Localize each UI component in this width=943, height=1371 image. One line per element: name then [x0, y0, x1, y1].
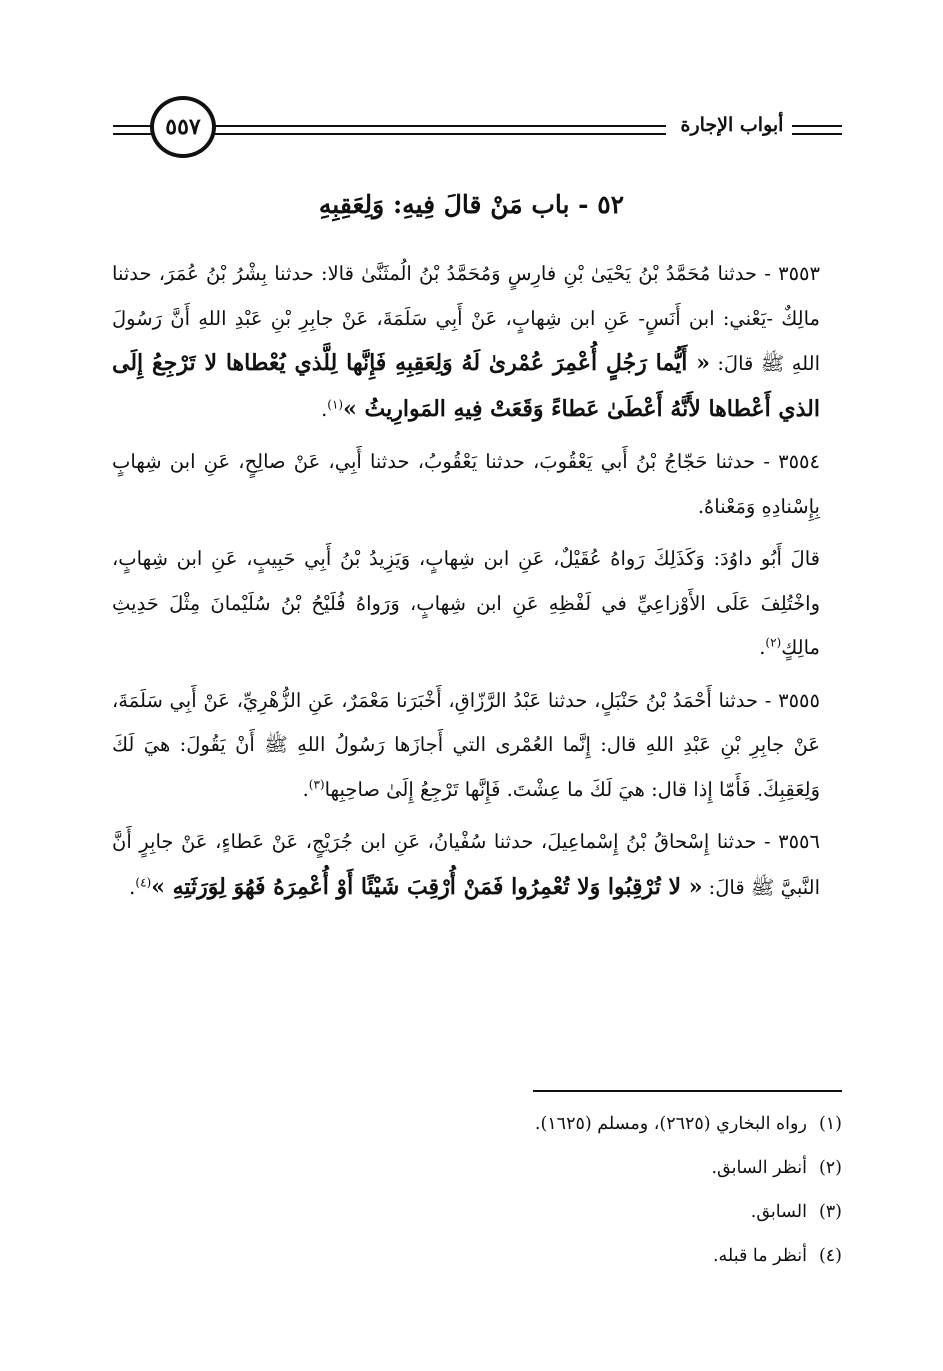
- hadith-text: ٣٥٥٥ - حدثنا أَحْمَدُ بْنُ حَنْبَلٍ، حدثنا عَبْدُ الرَّزّاقِ، أَخْبَرَنا مَعْمَرٌ، عَنِ الزُّهْرِيِّ، عَنْ أَبِي سَلَمَةَ، عَنْ جابِرِ بْنِ عَبْدِ اللهِ قال: إِنَّما العُمْرى التي أَجازَها رَسُولُ اللهِ ﷺ أَنْ يَقُولَ: هيَ لَكَ وَلِعَقِبِكَ. فَأَمّا إِذا قال: هيَ لَكَ ما عِشْتَ. فَإِنَّها تَرْجِعُ إِلَىٰ صاحِبِها: [112, 688, 820, 801]
- footnote-number: (٣): [818, 1202, 842, 1222]
- header-rule: [792, 125, 842, 127]
- chapter-heading: ٥٢ - باب مَنْ قالَ فِيهِ: وَلِعَقِبِهِ: [318, 190, 625, 219]
- footnote-text: السابق.: [750, 1202, 807, 1222]
- footnote-ref: (٤): [135, 875, 152, 889]
- hadith-quote: « أَيُّما رَجُلٍ أُعْمِرَ عُمْرىٰ لَهُ وَلِعَقِبِهِ فَإِنَّها لِلَّذي يُعْطاها لا تَرْجِعُ إِلَى الذي أَعْطاها لأَنَّهُ أَعْطَىٰ عَطاءً وَقَعَتْ فِيهِ المَوارِيثُ »: [112, 350, 820, 422]
- sentence-end: .: [302, 777, 309, 801]
- hadith-text: ٣٥٥٣ - حدثنا مُحَمَّدُ بْنُ يَحْيَىٰ بْنِ فارِسٍ وَمُحَمَّدُ بْنُ الُمثَنَّىٰ قالا: حدثنا بِشْرُ بْنُ عُمَرَ، حدثنا مالِكٌ -يَعْني: ابن أَنَسٍ- عَنِ ابن شِهابٍ، عَنْ أَبِي سَلَمَةَ، عَنْ جابِرِ بْنِ عَبْدِ اللهِ أَنَّ رَسُولَ اللهِ ﷺ قالَ:: [112, 262, 820, 375]
- footnote-number: (٢): [818, 1158, 842, 1178]
- header-rule: [792, 133, 842, 135]
- hadith-quote: « لا تُرْقِبُوا وَلا تُعْمِرُوا فَمَنْ أُرْقِبَ شَيْئًا أَوْ أُعْمِرَهُ فَهُوَ لِوَرَثَتِهِ »: [151, 873, 703, 900]
- header-rule: [208, 125, 666, 127]
- sentence-end: .: [321, 397, 328, 421]
- footnote: [112, 1190, 842, 1234]
- header-rule: [208, 133, 666, 135]
- hadith-paragraph: [112, 679, 842, 813]
- footnote-ref: (٢): [765, 635, 782, 650]
- hadith-paragraph: [112, 440, 842, 529]
- footnote-ref: (٣): [308, 777, 325, 791]
- footnotes: [112, 1102, 842, 1278]
- hadith-text: ٣٥٥٤ - حدثنا حَجّاجُ بْنُ أَبي يَعْقُوبَ، حدثنا يَعْقُوبُ، حدثنا أَبِي، عَنْ صالِحٍ، عَنِ ابن شِهابٍ بِإِسْنادِهِ وَمَعْناهُ.: [112, 450, 820, 518]
- page-number: ٥٥٧: [150, 96, 216, 158]
- footnote-text: أنظر ما قبله.: [712, 1246, 807, 1266]
- footnote-text: أنظر السابق.: [711, 1158, 807, 1178]
- footnote: [112, 1234, 842, 1278]
- body-text: [112, 252, 842, 918]
- footnote-separator: [533, 1090, 842, 1092]
- footnote-number: (١): [818, 1114, 842, 1134]
- section-title: أبواب الإجارة: [680, 114, 784, 136]
- hadith-paragraph: [112, 820, 842, 910]
- sentence-end: .: [759, 636, 766, 659]
- hadith-text: ٣٥٥٦ - حدثنا إِسْحاقُ بْنُ إِسْماعِيلَ، حدثنا سُفْيانُ، عَنِ ابن جُرَيْجٍ، عَنْ عَطاءٍ، عَنْ جابِرٍ أَنَّ النَّبيَّ ﷺ قالَ:: [112, 830, 820, 899]
- sentence-end: .: [129, 875, 136, 899]
- hadith-paragraph: [112, 252, 842, 432]
- footnote-text: رواه البخاري (٢٦٢٥)، ومسلم (١٦٢٥).: [534, 1114, 807, 1134]
- hadith-text: قالَ أَبُو داوُدَ: وَكَذَلِكَ رَواهُ عُقَيْلٌ، عَنِ ابن شِهابٍ، وَيَزِيدُ بْنُ أَبِي حَبِيبٍ، عَنِ ابن شِهابٍ، واخْتُلِفَ عَلَى الأَوْزاعِيِّ في لَفْظِهِ عَنِ ابن شِهابٍ، وَرَواهُ فُلَيْحُ بْنُ سُلَيْمانَ مِثْلَ حَدِيثِ مالِكٍ: [112, 547, 820, 659]
- commentary-paragraph: [112, 537, 842, 671]
- footnote-ref: (١): [327, 397, 344, 411]
- footnote: [112, 1146, 842, 1190]
- footnote: [112, 1102, 842, 1146]
- footnote-number: (٤): [818, 1246, 842, 1266]
